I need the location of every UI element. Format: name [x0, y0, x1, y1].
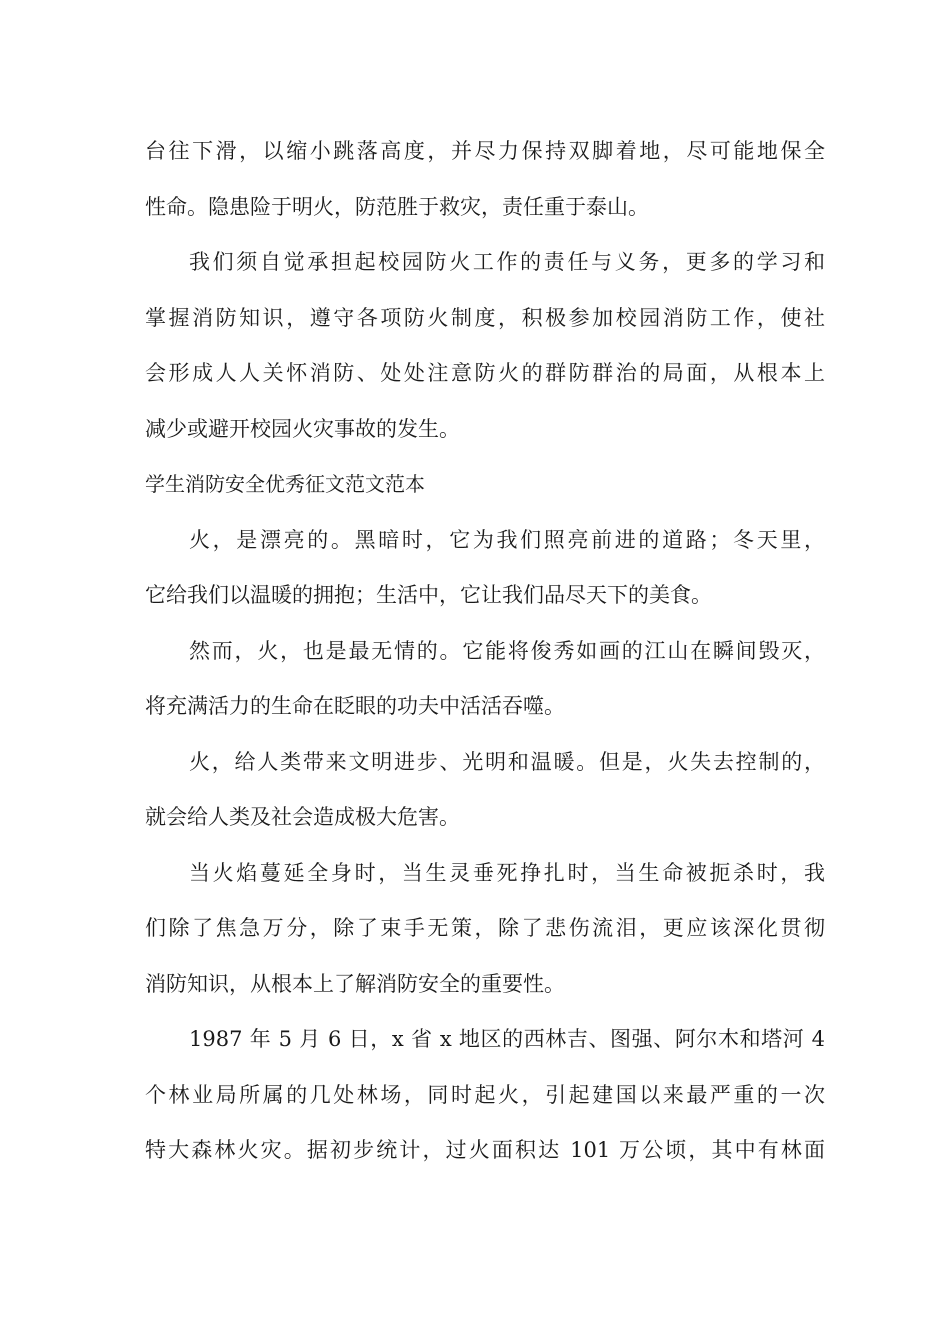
paragraph-start-line: 火，是漂亮的。黑暗时，它为我们照亮前进的道路；冬天里，	[189, 527, 825, 552]
text-line: 将充满活力的生命在眨眼的功夫中活活吞噬。	[145, 694, 565, 718]
text-line: 个林业局所属的几处林场，同时起火，引起建国以来最严重的一次	[145, 1082, 825, 1107]
paragraph-start-line: 当火焰蔓延全身时，当生灵垂死挣扎时，当生命被扼杀时，我	[189, 860, 825, 885]
text-line: 特大森林火灾。据初步统计，过火面积达 101 万公顷，其中有林面	[145, 1138, 825, 1162]
text-line: 们除了焦急万分，除了束手无策，除了悲伤流泪，更应该深化贯彻	[145, 916, 825, 940]
text-line: 减少或避开校园火灾事故的发生。	[145, 416, 460, 441]
text-line: 性命。隐患险于明火，防范胜于救灾，责任重于泰山。	[145, 194, 649, 219]
text-line: 它给我们以温暖的拥抱；生活中，它让我们品尽天下的美食。	[145, 583, 712, 607]
text-line: 台往下滑，以缩小跳落高度，并尽力保持双脚着地，尽可能地保全	[145, 139, 825, 163]
text-line: 会形成人人关怀消防、处处注意防火的群防群治的局面，从根本上	[145, 361, 825, 385]
text-line: 消防知识，从根本上了解消防安全的重要性。	[145, 971, 565, 996]
paragraph-start-line: 1987 年 5 月 6 日，x 省 x 地区的西林吉、图强、阿尔木和塔河 4	[189, 1027, 825, 1051]
paragraph-start-line: 然而，火，也是最无情的。它能将俊秀如画的江山在瞬间毁灭，	[189, 638, 825, 663]
text-line: 就会给人类及社会造成极大危害。	[145, 805, 460, 829]
paragraph-start-line: 火，给人类带来文明进步、光明和温暖。但是，火失去控制的，	[189, 749, 825, 774]
document-body	[145, 124, 825, 1179]
section-heading: 学生消防安全优秀征文范文范本	[145, 472, 425, 496]
paragraph-start-line: 我们须自觉承担起校园防火工作的责任与义务，更多的学习和	[189, 250, 825, 274]
text-line: 掌握消防知识，遵守各项防火制度，积极参加校园消防工作，使社	[145, 305, 825, 330]
